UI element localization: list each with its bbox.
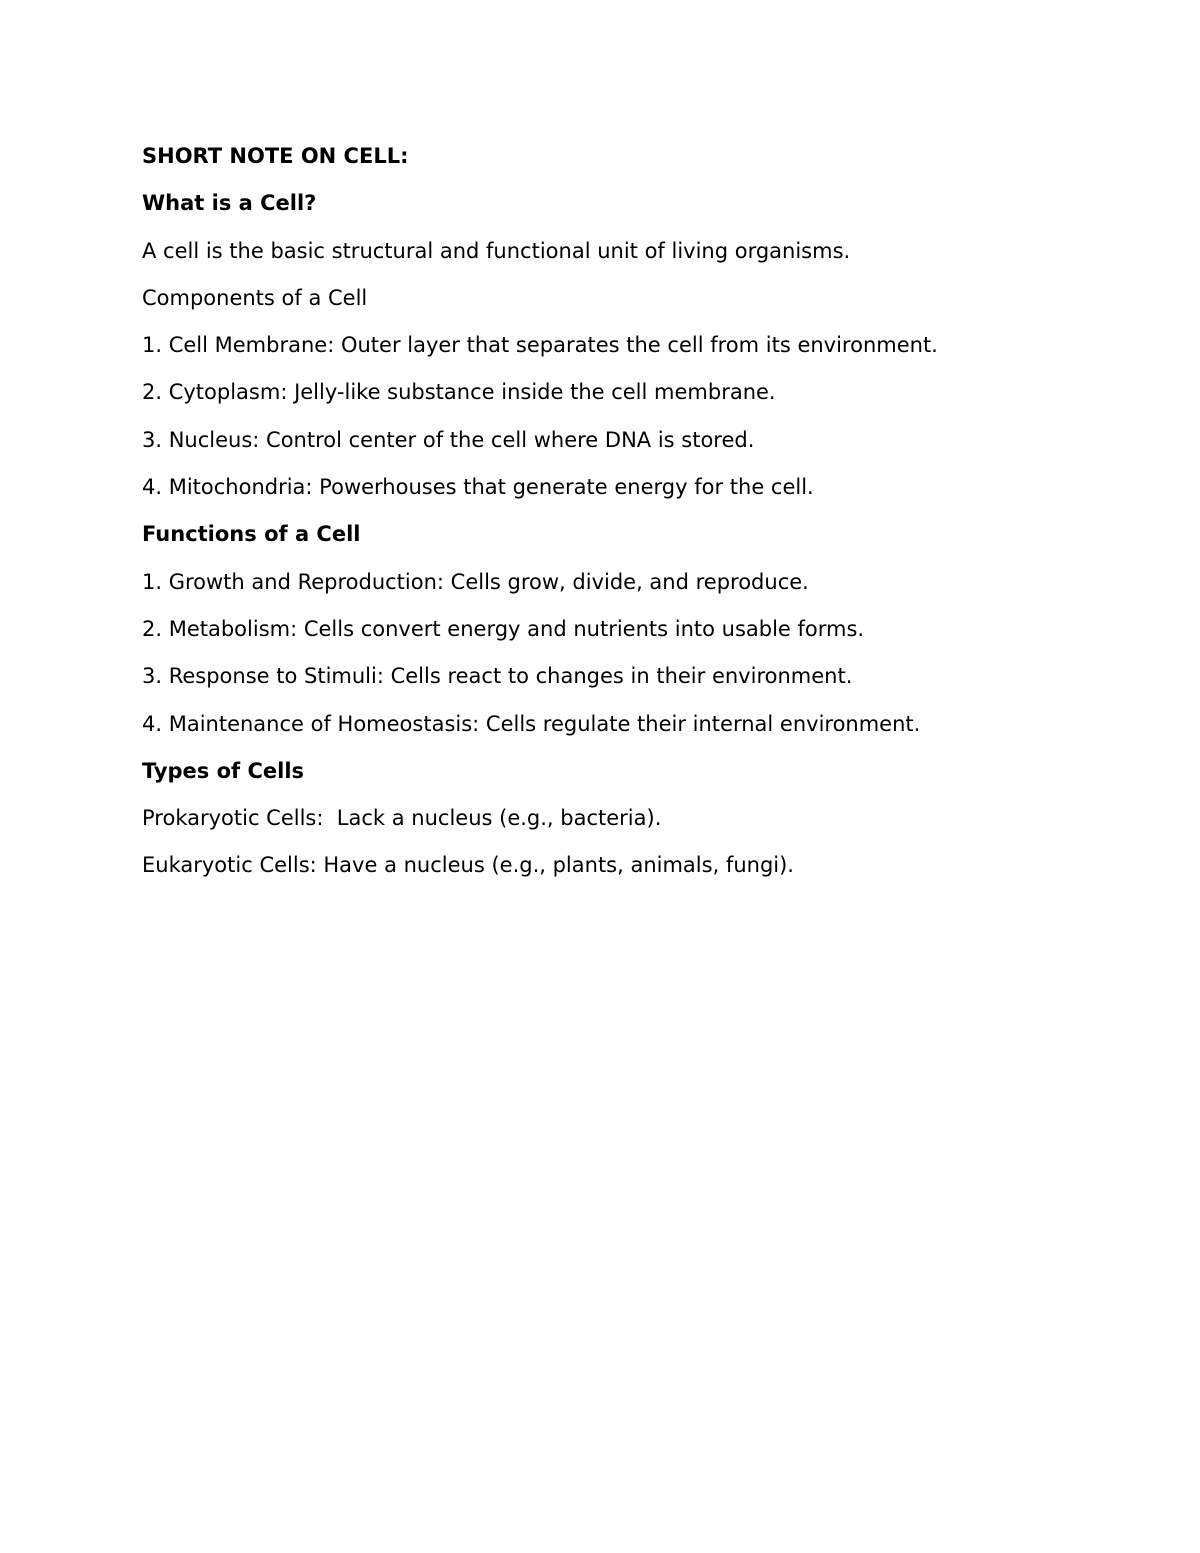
function-item: 3. Response to Stimuli: Cells react to changes in their environment. [142, 664, 853, 689]
document-body [142, 138, 1082, 895]
component-item: 3. Nucleus: Control center of the cell where DNA is stored. [142, 427, 755, 452]
cell-type-item: Prokaryotic Cells: Lack a nucleus (e.g., bacteria). [142, 806, 662, 831]
component-item: 2. Cytoplasm: Jelly-like substance inside the cell membrane. [142, 380, 776, 405]
cell-definition: A cell is the basic structural and functional unit of living organisms. [142, 238, 851, 263]
section-heading-what-is-cell: What is a Cell? [142, 191, 317, 216]
function-item: 4. Maintenance of Homeostasis: Cells regulate their internal environment. [142, 711, 921, 736]
function-item: 1. Growth and Reproduction: Cells grow, divide, and reproduce. [142, 569, 809, 594]
section-heading-types: Types of Cells [142, 758, 305, 783]
component-item: 4. Mitochondria: Powerhouses that generate energy for the cell. [142, 475, 814, 500]
cell-type-item: Eukaryotic Cells: Have a nucleus (e.g., plants, animals, fungi). [142, 853, 794, 878]
function-item: 2. Metabolism: Cells convert energy and nutrients into usable forms. [142, 616, 865, 641]
document-title: SHORT NOTE ON CELL: [142, 144, 409, 168]
section-heading-components: Components of a Cell [142, 285, 368, 310]
component-item: 1. Cell Membrane: Outer layer that separates the cell from its environment. [142, 333, 938, 358]
section-heading-functions: Functions of a Cell [142, 522, 361, 547]
